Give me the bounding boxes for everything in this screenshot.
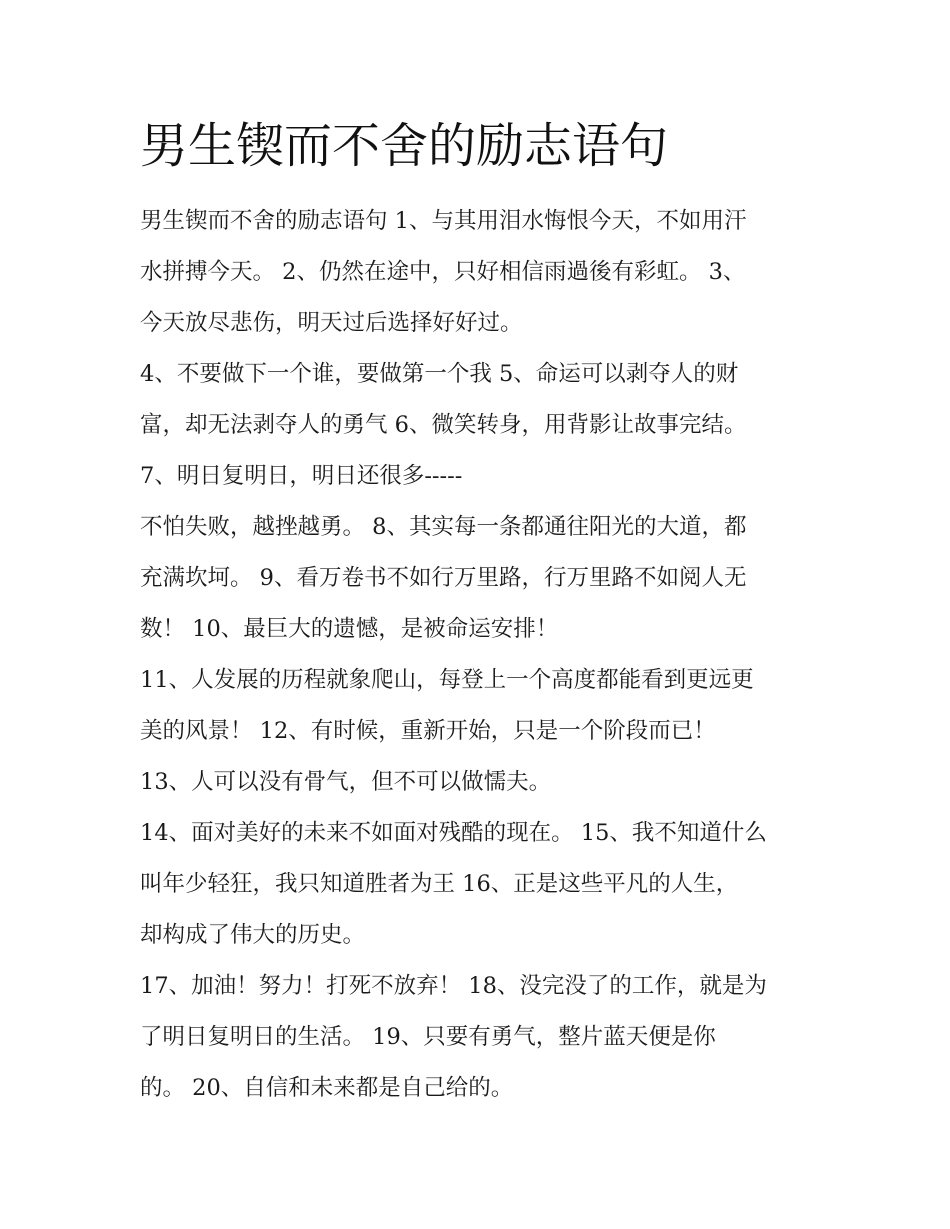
document-body: [140, 196, 820, 1114]
text-line: 13、人可以没有骨气，但不可以做懦夫。: [140, 769, 552, 795]
document-title: 男生锲而不舍的励志语句: [140, 118, 669, 174]
text-line: 充满坎坷。 9、看万卷书不如行万里路，行万里路不如阅人无: [140, 565, 747, 591]
text-line: 了明日复明日的生活。 19、只要有勇气，整片蓝天便是你: [140, 1024, 716, 1050]
text-line: 却构成了伟大的历史。: [140, 922, 366, 948]
text-line: 17、加油！努力！打死不放弃！ 18、没完没了的工作，就是为: [140, 973, 767, 999]
text-line: 男生锲而不舍的励志语句 1、与其用泪水悔恨今天，不如用汗: [140, 208, 747, 234]
text-line: 今天放尽悲伤，明天过后选择好好过。: [140, 310, 523, 336]
text-line: 4、不要做下一个谁，要做第一个我 5、命运可以剥夺人的财: [140, 361, 739, 387]
text-line: 7、明日复明日，明日还很多-----: [140, 463, 463, 489]
text-line: 美的风景！ 12、有时候，重新开始，只是一个阶段而已！: [140, 718, 716, 744]
text-line: 不怕失败，越挫越勇。 8、其实每一条都通往阳光的大道，都: [140, 514, 747, 540]
text-line: 的。 20、自信和未来都是自己给的。: [140, 1075, 514, 1101]
text-line: 叫年少轻狂，我只知道胜者为王 16、正是这些平凡的人生，: [140, 871, 739, 897]
text-line: 14、面对美好的未来不如面对残酷的现在。 15、我不知道什么: [140, 820, 767, 846]
text-line: 富，却无法剥夺人的勇气 6、微笑转身，用背影让故事完结。: [140, 412, 747, 438]
text-line: 水拼搏今天。 2、仍然在途中，只好相信雨過後有彩虹。 3、: [140, 259, 746, 285]
text-line: 数！ 10、最巨大的遗憾，是被命运安排！: [140, 616, 559, 642]
text-line: 11、人发展的历程就象爬山，每登上一个高度都能看到更远更: [140, 667, 754, 693]
